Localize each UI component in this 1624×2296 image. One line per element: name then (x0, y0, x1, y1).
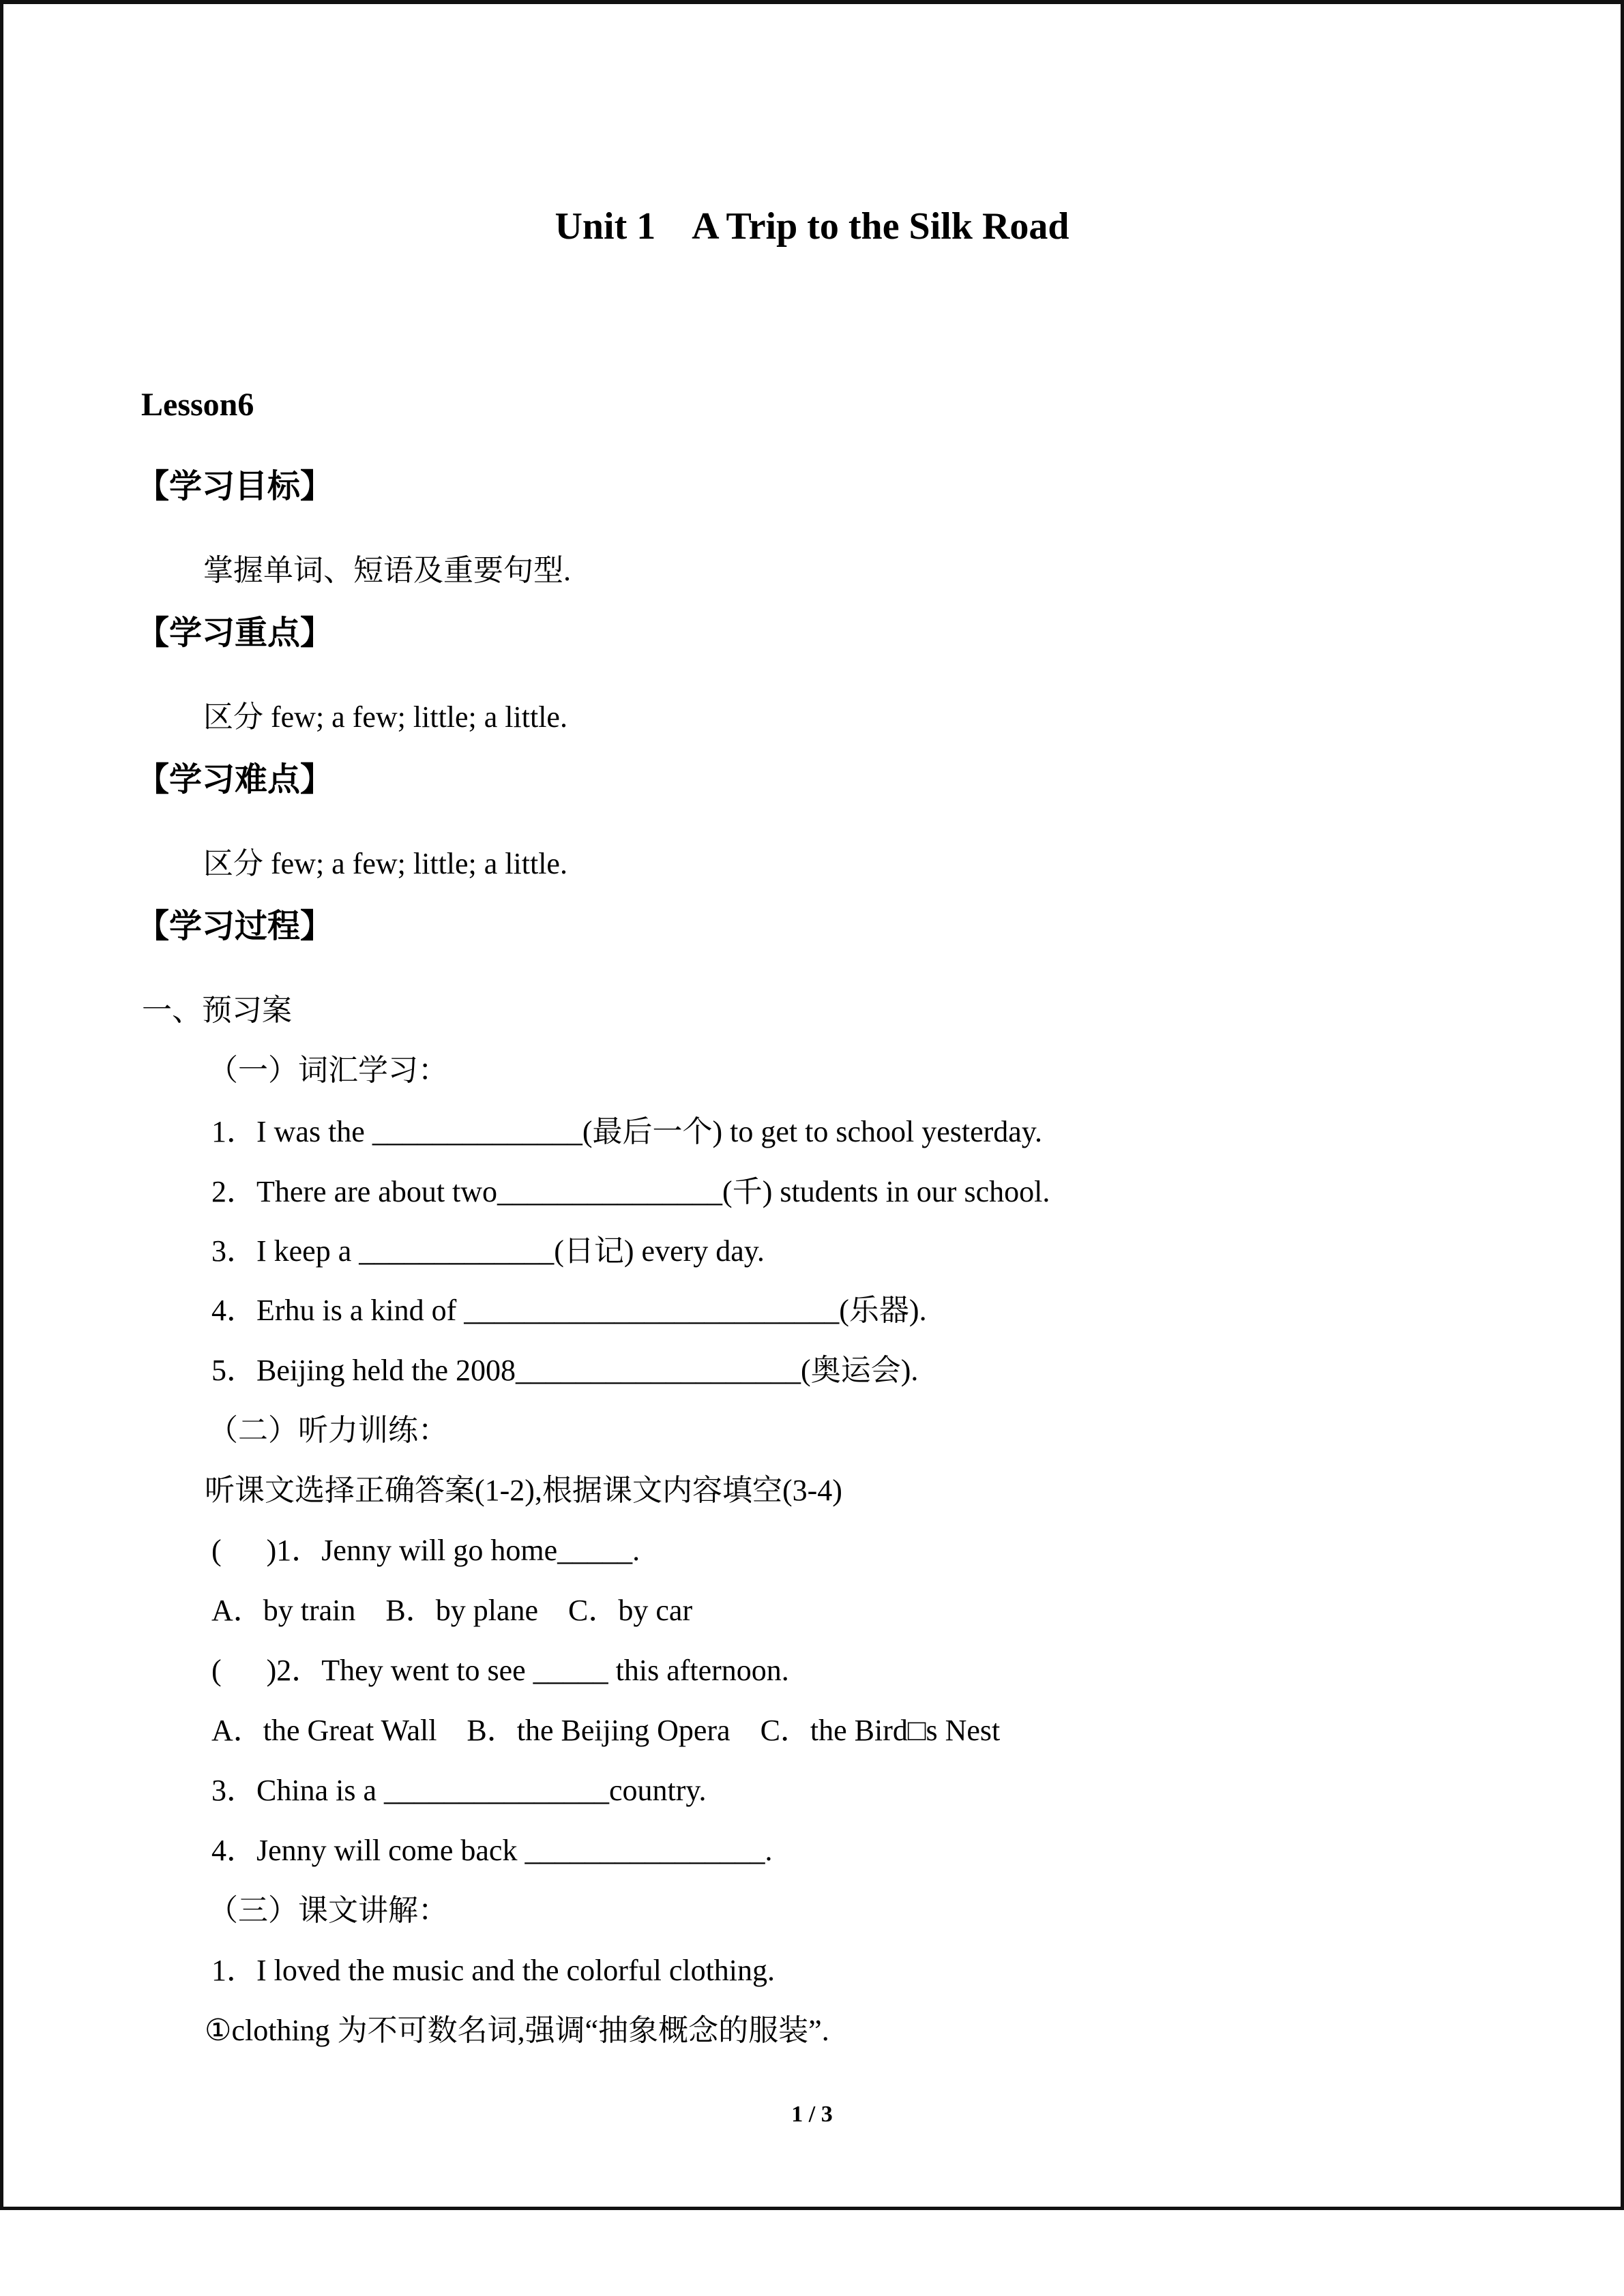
heading-learning-difficult-points: 【学习难点】 (136, 762, 334, 798)
listening-options-2: A．the Great Wall B．the Beijing Opera C．the Bird□s Nest (211, 1714, 1001, 1747)
subheading-vocabulary: （一）词汇学习： (208, 1054, 448, 1087)
text-learning-objectives-body: 掌握单词、短语及重要句型. (203, 554, 571, 587)
listening-question-1: ( )1．Jenny will go home_____. (211, 1534, 640, 1567)
listening-fill-3: 3．China is a _______________country. (211, 1774, 707, 1807)
text-learning-difficult-points-body: 区分 few; a few; little; a little. (203, 847, 567, 880)
text-explanation-item-1: 1．I loved the music and the colorful clothing. (211, 1954, 776, 1987)
subheading-listening: （二）听力训练： (208, 1414, 448, 1447)
listening-question-2: ( )2．They went to see _____ this afternoon. (211, 1654, 789, 1687)
heading-learning-key-points: 【学习重点】 (136, 615, 334, 651)
heading-learning-objectives: 【学习目标】 (136, 468, 334, 505)
vocabulary-item-5: 5．Beijing held the 2008___________________(奥运会). (211, 1354, 919, 1387)
page-title: Unit 1 A Trip to the Silk Road (555, 205, 1069, 248)
listening-instruction: 听课文选择正确答案(1-2),根据课文内容填空(3-4) (205, 1474, 842, 1507)
subheading-text-explanation: （三）课文讲解： (208, 1894, 448, 1927)
vocabulary-item-1: 1．I was the ______________(最后一个) to get to school yesterday. (211, 1115, 1042, 1148)
text-learning-key-points-body: 区分 few; a few; little; a little. (203, 700, 567, 734)
vocabulary-item-2: 2．There are about two_______________(千) students in our school. (211, 1175, 1050, 1208)
lesson-label: Lesson6 (141, 387, 254, 423)
heading-preview-section: 一、预习案 (142, 994, 292, 1027)
vocabulary-item-3: 3．I keep a _____________(日记) every day. (211, 1234, 765, 1268)
listening-fill-4: 4．Jenny will come back ________________. (211, 1834, 773, 1867)
page-footer: 1 / 3 (791, 2102, 833, 2127)
vocabulary-item-4: 4．Erhu is a kind of _________________________(乐器). (211, 1294, 927, 1327)
text-explanation-note-1: ①clothing 为不可数名词,强调“抽象概念的服装”. (205, 2014, 829, 2047)
listening-options-1: A．by train B．by plane C．by car (211, 1594, 693, 1627)
heading-learning-process: 【学习过程】 (136, 908, 334, 944)
